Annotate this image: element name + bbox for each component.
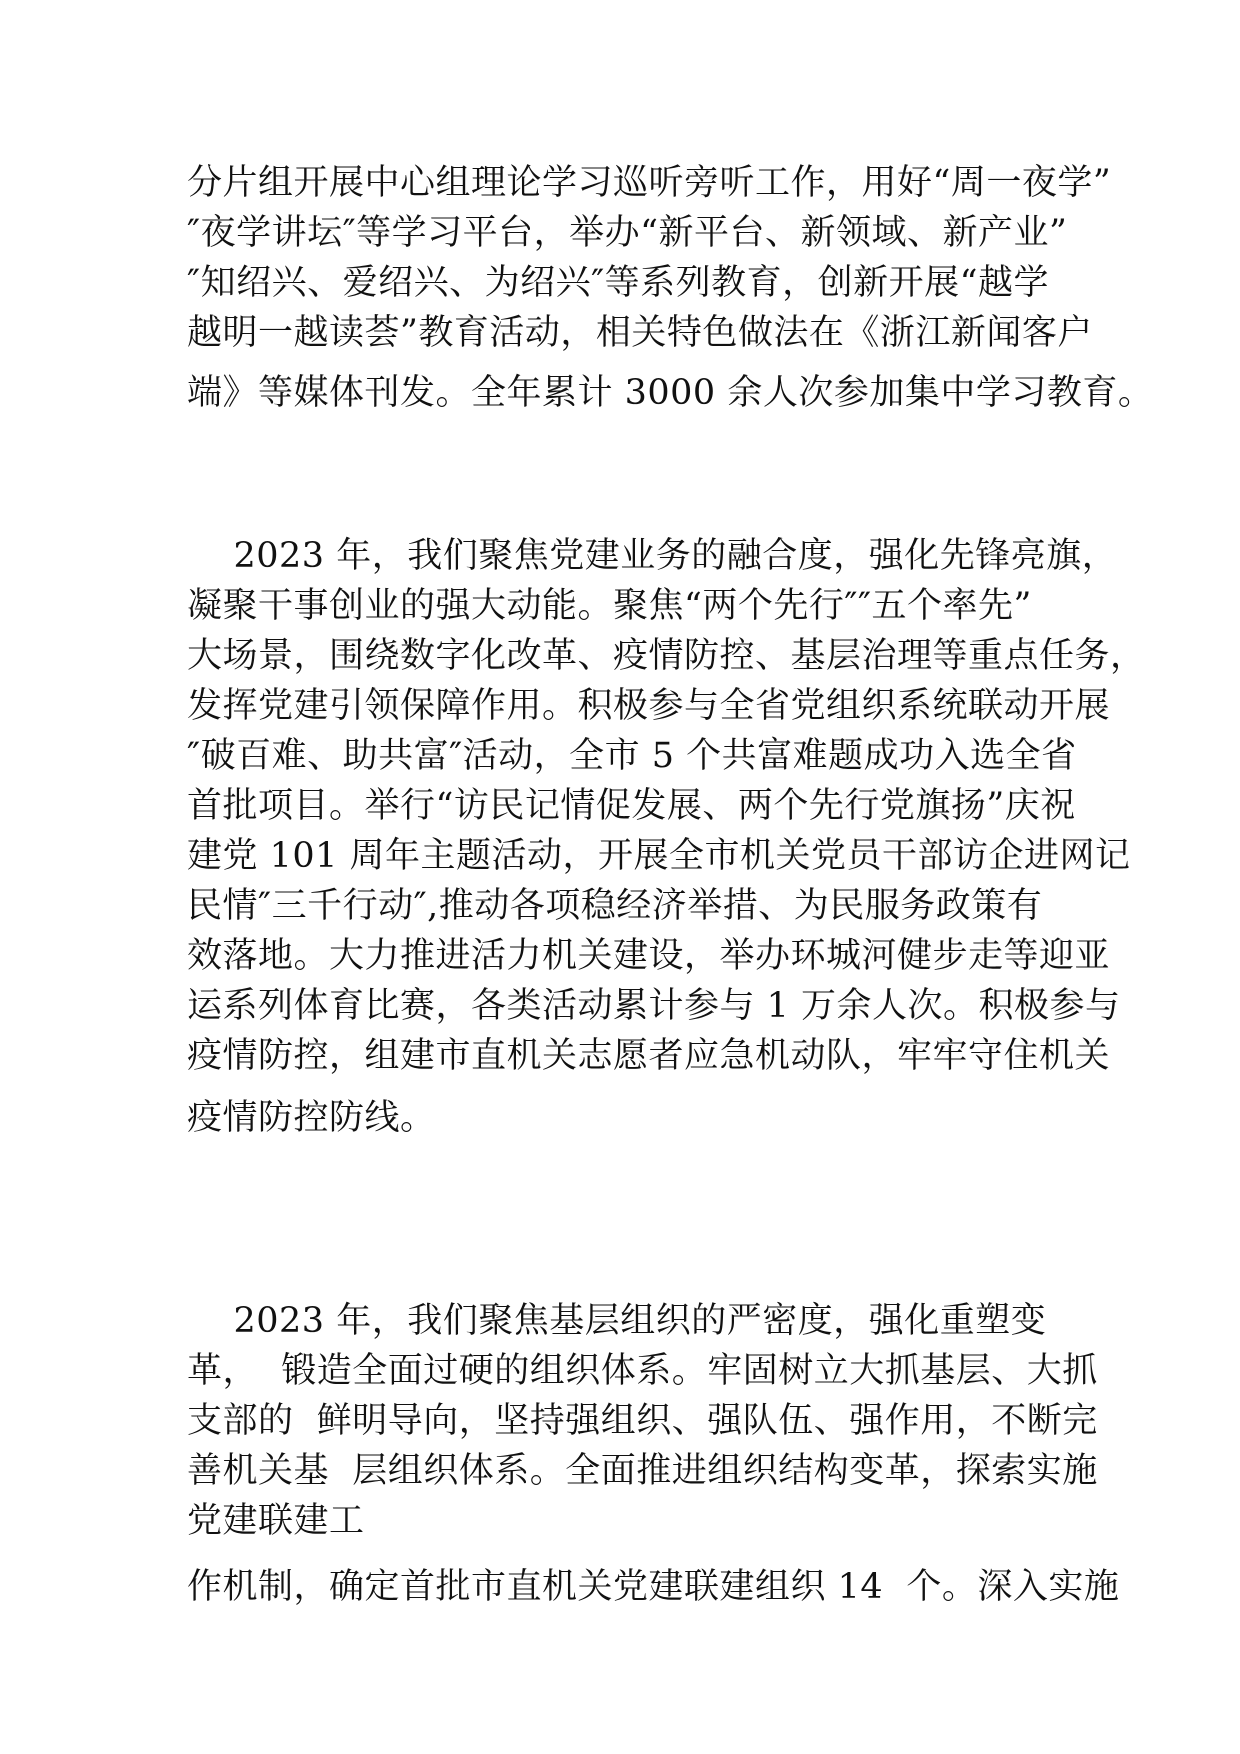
text-line: 善机关基 层组织体系。全面推进组织结构变革，探索实施 [187, 1451, 1098, 1491]
text-line: 效落地。大力推进活力机关建设，举办环城河健步走等迎亚 [187, 936, 1111, 976]
text-line: 大场景，围绕数字化改革、疫情防控、基层治理等重点任务， [187, 636, 1146, 676]
text-line: ″破百难、助共富″活动，全市 5 个共富难题成功入选全省 [187, 736, 1077, 776]
text-line: ″夜学讲坛″等学习平台，举办“新平台、新领域、新产业” [187, 213, 1068, 253]
text-line: 疫情防控防线。 [187, 1098, 436, 1138]
text-line: 运系列体育比赛，各类活动累计参与 1 万余人次。积极参与 [187, 986, 1121, 1026]
text-line: 支部的 鲜明导向，坚持强组织、强队伍、强作用，不断完 [187, 1401, 1098, 1441]
text-line: 端》等媒体刊发。全年累计 3000 余人次参加集中学习教育。 [187, 373, 1154, 413]
text-line: 分片组开展中心组理论学习巡听旁听工作，用好“周一夜学” [187, 163, 1112, 203]
text-line: 凝聚干事创业的强大动能。聚焦“两个先行″″五个率先” [187, 586, 1032, 626]
text-line: 2023 年，我们聚焦党建业务的融合度，强化先锋亮旗， [187, 536, 1118, 576]
text-line: ″知绍兴、爱绍兴、为绍兴″等系列教育，创新开展“越学 [187, 263, 1050, 303]
text-line: 民情″三千行动″,推动各项稳经济举措、为民服务政策有 [187, 886, 1043, 926]
text-line: 首批项目。举行“访民记情促发展、两个先行党旗扬”庆祝 [187, 786, 1076, 826]
text-line: 越明一越读荟”教育活动，相关特色做法在《浙江新闻客户 [187, 313, 1093, 353]
text-line: 疫情防控，组建市直机关志愿者应急机动队，牢牢守住机关 [187, 1036, 1111, 1076]
text-line: 作机制，确定首批市直机关党建联建组织 14 个。深入实施 [187, 1567, 1120, 1607]
text-line: 建党 101 周年主题活动，开展全市机关党员干部访企进网记 [187, 836, 1131, 876]
text-line: 发挥党建引领保障作用。积极参与全省党组织系统联动开展 [187, 686, 1111, 726]
text-line: 2023 年，我们聚焦基层组织的严密度，强化重塑变 [187, 1301, 1047, 1341]
text-line: 党建联建工 [187, 1501, 365, 1541]
text-line: 革， 锻造全面过硬的组织体系。牢固树立大抓基层、大抓 [187, 1351, 1098, 1391]
